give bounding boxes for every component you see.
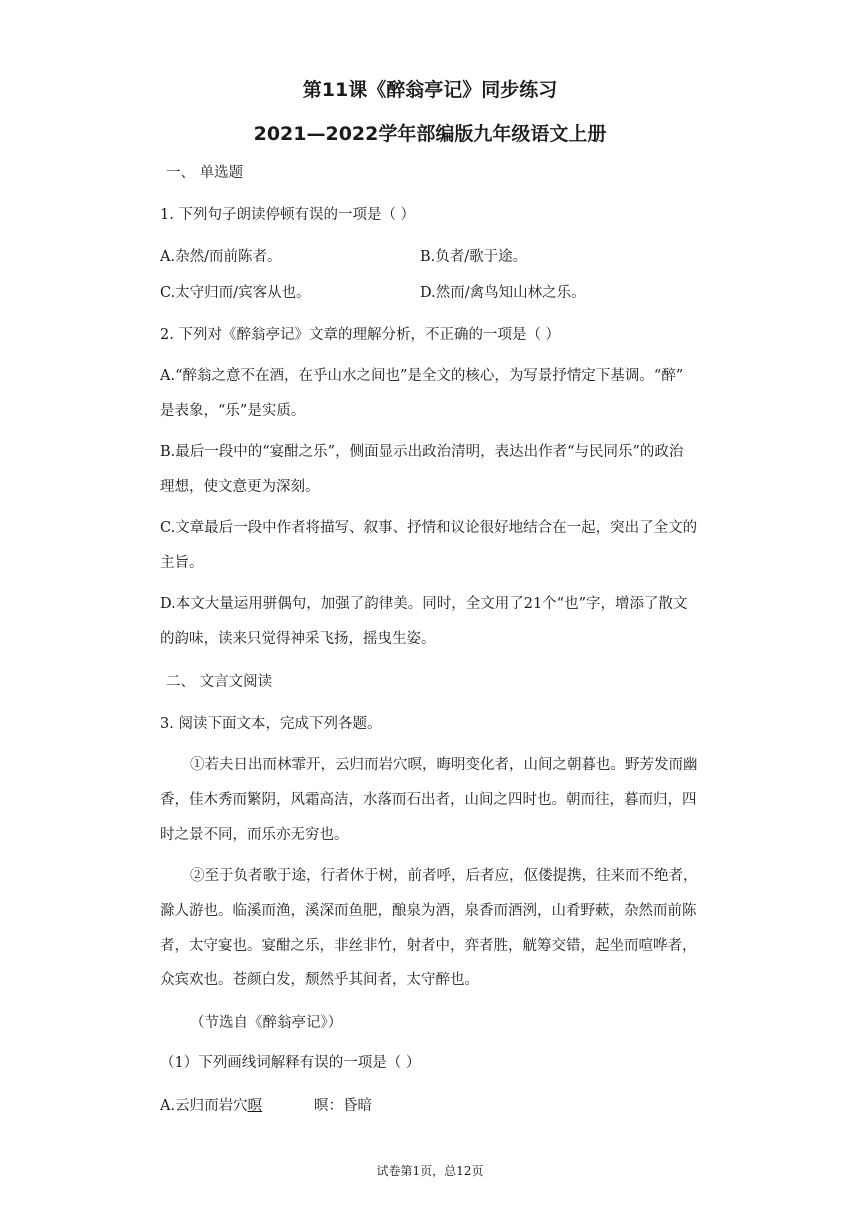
- question-1-option-d: D.然而/禽鸟知山林之乐。: [420, 285, 586, 301]
- question-2-option-a-line2: 是表象，“乐”是实质。: [160, 403, 306, 419]
- page-footer: 试卷第1页，总12页: [376, 1164, 484, 1178]
- passage-paragraph-1-line3: 时之景不同，而乐亦无穷也。: [160, 827, 349, 843]
- question-2-option-c-line1: C.文章最后一段中作者将描写、叙事、抒情和议论很好地结合在一起，突出了全文的: [160, 520, 698, 536]
- question-1-option-b: B.负者/歌于途。: [420, 249, 528, 265]
- question-2-option-c-line2: 主旨。: [160, 555, 204, 571]
- option-a-text: A.云归而岩穴: [160, 1098, 248, 1114]
- question-2-stem: 2. 下列对《醉翁亭记》文章的理解分析，不正确的一项是（ ）: [160, 327, 561, 343]
- document-title: 第11课《醉翁亭记》同步练习: [302, 79, 558, 101]
- underlined-word: 暝: [247, 1098, 263, 1114]
- passage-source: （节选自《醉翁亭记》）: [190, 1015, 343, 1031]
- question-1-stem: 1. 下列句子朗读停顿有误的一项是（ ）: [160, 207, 416, 223]
- passage-paragraph-1-line1: ①若夫日出而林霏开，云归而岩穴暝，晦明变化者，山间之朝暮也。野芳发而幽: [190, 757, 698, 773]
- passage-paragraph-1-line2: 香，佳木秀而繁阴，风霜高洁，水落而石出者，山间之四时也。朝而往，暮而归，四: [160, 792, 697, 808]
- question-2-option-d-line1: D.本文大量运用骈偶句，加强了韵律美。同时，全文用了21个“也”字，增添了散文: [160, 596, 688, 612]
- passage-paragraph-2-line2: 滁人游也。临溪而渔，溪深而鱼肥，酿泉为酒，泉香而酒洌，山肴野蔌，杂然而前陈: [160, 903, 697, 919]
- question-1-option-a: A.杂然/而前陈者。: [160, 249, 282, 265]
- question-2-option-a-line1: A.“醉翁之意不在酒，在乎山水之间也”是全文的核心，为写景抒情定下基调。“醉”: [160, 368, 684, 384]
- question-3-sub1-option-a-gloss: 暝：昏暗: [314, 1098, 372, 1114]
- section-heading-classical-reading: 二、 文言文阅读: [166, 674, 273, 690]
- question-3-stem: 3. 阅读下面文本，完成下列各题。: [160, 716, 382, 732]
- question-2-option-b-line1: B.最后一段中的“宴酣之乐”，侧面显示出政治清明，表达出作者“与民同乐”的政治: [160, 444, 684, 460]
- passage-paragraph-2-line3: 者，太守宴也。宴酣之乐，非丝非竹，射者中，弈者胜，觥筹交错，起坐而喧哗者，: [160, 938, 697, 954]
- section-heading-single-choice: 一、 单选题: [166, 165, 244, 181]
- question-2-option-b-line2: 理想，使文意更为深刻。: [160, 479, 320, 495]
- question-1-option-c: C.太守归而/宾客从也。: [160, 285, 311, 301]
- question-2-option-d-line2: 的韵味，读来只觉得神采飞扬，摇曳生姿。: [160, 631, 436, 647]
- question-3-sub1-stem: （1）下列画线词解释有误的一项是（ ）: [160, 1055, 421, 1071]
- passage-paragraph-2-line4: 众宾欢也。苍颜白发，颓然乎其间者，太守醉也。: [160, 972, 479, 988]
- document-subtitle: 2021—2022学年部编版九年级语文上册: [253, 123, 607, 145]
- question-3-sub1-option-a: [160, 1096, 262, 1116]
- passage-paragraph-2-line1: ②至于负者歌于途，行者休于树，前者呼，后者应，伛偻提携，往来而不绝者，: [190, 868, 698, 884]
